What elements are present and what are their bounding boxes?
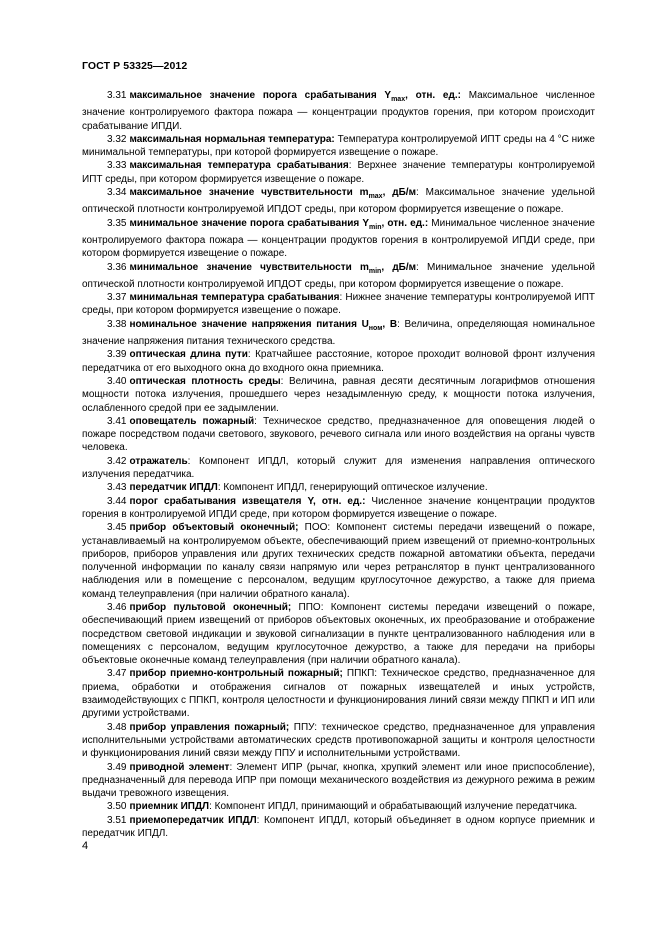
- definition-text: : Компонент ИПДЛ, генерирующий оптическое излучение.: [217, 482, 488, 494]
- definition-item: [82, 217, 595, 261]
- definition-term: оповещатель пожарный: [129, 415, 255, 427]
- definition-text: ППО: Компонент системы передачи извещений о пожаре, обеспечивающий прием извещений от приборов объектовых оконечных, их преобразование и отображение посредством световой индикации и звуковой сигнализации в пункте централизованного наблюдения или в помещениях с персоналом, ведущим круглосуточное дежурство, а также для передачи на приборы объектовые оконечные команд телеуправления (при наличии обратного канала).: [82, 601, 595, 667]
- definition-text: : Максимальное значение удельной оптической плотности контролируемой ИПДОТ среды, при котором формируется извещение о пожаре.: [82, 187, 595, 216]
- definition-item: [82, 800, 595, 813]
- definition-text: : Верхнее значение температуры контролируемой ИПТ среды, при котором формируется извещение о пожаре.: [82, 160, 595, 185]
- definition-term: прибор объектовый оконечный;: [129, 522, 299, 534]
- definition-item: [82, 521, 595, 601]
- definition-number: 3.32: [107, 133, 127, 145]
- definition-text: : Компонент ИПДЛ, принимающий и обрабатывающий излучение передатчика.: [209, 801, 578, 813]
- definition-term: максимальное значение порога срабатывания $Y_{max}$, отн. ед.:: [129, 90, 461, 103]
- definition-item: [82, 601, 595, 667]
- definition-number: 3.41: [107, 415, 127, 427]
- definition-term: оптическая длина пути: [129, 349, 248, 361]
- definition-text: : Элемент ИПР (рычаг, кнопка, хрупкий элемент или иное приспособление), предназначенный для перевода ИПР при помощи механического воздействия из дежурного режима в режим выдачи тревожного извещения.: [82, 761, 595, 800]
- definition-number: 3.42: [107, 455, 127, 467]
- definition-text: : Величина, определяющая номинальное значение напряжения питания технического средства.: [82, 318, 596, 348]
- definition-term: минимальная температура срабатывания: [129, 292, 340, 304]
- definition-text: : Кратчайшее расстояние, которое проходит волновой фронт излучения передатчика от его выходного окна до входного окна приемника.: [82, 349, 596, 374]
- definition-number: 3.49: [107, 761, 127, 773]
- definition-term: прибор приемно-контрольный пожарный;: [129, 668, 343, 680]
- definition-text: Минимальное численное значение контролируемого фактора пожара — концентрации продуктов горения в контролируемой ИПДИ среде, при котором формируется извещение о пожаре.: [82, 217, 595, 260]
- definition-term: максимальная температура срабатывания: [129, 160, 349, 172]
- definition-term: отражатель: [129, 455, 188, 467]
- definition-text: ППУ: техническое средство, предназначенное для управления исполнительными устройствами автоматических средств противопожарной защиты и контроля целостности и функционирования линий связи между ППУ и исполнительными устройствами.: [82, 721, 595, 760]
- definition-text: Максимальное численное значение контролируемого фактора пожара — концентрации продуктов горения, при котором происходит срабатывание ИПДИ.: [82, 90, 595, 132]
- page-number: 4: [82, 840, 89, 852]
- term-subscript: min: [368, 267, 382, 275]
- definition-term: максимальная нормальная температура:: [129, 133, 335, 145]
- definition-text: : Минимальное значение удельной оптической плотности контролируемой ИПДОТ среды, при котором формируется извещение о пожаре.: [82, 261, 595, 290]
- definition-term: приемопередатчик ИПДЛ: [129, 814, 257, 826]
- definition-item: [82, 481, 595, 494]
- definition-text: ПОО: Компонент системы передачи извещений о пожаре, устанавливаемый на контролируемом объекте, обеспечивающий прием извещений от приемно-контрольных приборов, приборов управления или других технических средств пожарной автоматики объекта, передачи полученной информации по каналу связи напрямую или через ретранслятор в пункт централизованного наблюдения или в помещение с персоналом, ведущим круглосуточное дежурство, а также для приема команд телеуправления (при наличии обратного канала).: [82, 522, 595, 600]
- definition-term: минимальное значение порога срабатывания $Y_{min}$, отн. ед.:: [129, 217, 429, 231]
- definition-number: 3.31: [107, 90, 127, 101]
- definition-number: 3.39: [107, 349, 127, 361]
- definition-text: : Компонент ИПДЛ, который объединяет в одном корпусе приемник и передатчик ИПДЛ.: [82, 814, 595, 840]
- definition-number: 3.37: [107, 292, 127, 304]
- definition-item: [82, 761, 595, 801]
- definition-number: 3.38: [107, 318, 127, 330]
- definition-number: 3.36: [107, 261, 127, 273]
- definition-text: ППКП: Техническое средство, предназначенное для приема, обработки и отображения сигналов от пожарных извещателей и иных устройств, взаимодействующих с ППКП, контроля целостности и функционирования линий связи между ППКП и ИП или другими устройствами.: [82, 668, 595, 720]
- definition-number: 3.44: [107, 495, 127, 507]
- definition-number: 3.40: [107, 375, 127, 387]
- definition-number: 3.48: [107, 721, 127, 733]
- definition-item: [82, 415, 595, 455]
- definition-item: [82, 375, 595, 415]
- definition-number: 3.46: [107, 601, 127, 613]
- standard-header: ГОСТ Р 53325—2012: [82, 60, 188, 72]
- definition-number: 3.47: [107, 668, 127, 680]
- definition-text: : Величина, равная десяти десятичным логарифмов отношения мощности потока излучения, прошедшего через незадымленную среду, к мощности потока излучения, ослабленного средой при ее задымлении.: [82, 375, 595, 414]
- definition-term: приводной элемент: [129, 761, 230, 773]
- term-subscript: ном: [368, 324, 383, 332]
- definition-term: прибор пультовой оконечный;: [129, 601, 292, 613]
- definition-term: минимальное значение чувствительности $m_{min}$, дБ/м: [129, 261, 417, 275]
- definition-item: [82, 133, 595, 160]
- term-subscript: max: [391, 96, 406, 103]
- definition-item: [82, 814, 595, 841]
- definition-item: [82, 186, 595, 217]
- definition-term: приемник ИПДЛ: [129, 801, 210, 813]
- definition-item: [82, 348, 595, 375]
- definitions-list: [82, 89, 595, 840]
- definition-text: Численное значение концентрации продуктов горения в контролируемой ИПДИ среде, при котором формируется извещение о пожаре.: [82, 495, 595, 520]
- definition-number: 3.50: [107, 801, 127, 813]
- definition-term: передатчик ИПДЛ: [129, 482, 218, 494]
- definition-item: [82, 495, 595, 522]
- term-subscript: max: [368, 193, 383, 201]
- definition-term: максимальное значение чувствительности $m_{max}$, дБ/м: [129, 187, 416, 201]
- definition-item: [82, 89, 595, 133]
- definition-number: 3.51: [107, 814, 127, 826]
- definition-item: [82, 318, 595, 349]
- definition-item: [82, 291, 595, 318]
- definition-item: [82, 455, 595, 482]
- definition-term: номинальное значение напряжения питания $U_{ном}$, В: [129, 318, 398, 332]
- definition-item: [82, 667, 595, 720]
- definition-number: 3.35: [107, 217, 127, 229]
- definition-text: : Нижнее значение температуры контролируемой ИПТ среды, при котором формируется извещение о пожаре.: [82, 292, 595, 317]
- definition-number: 3.45: [107, 522, 127, 534]
- definition-item: [82, 721, 595, 761]
- definition-text: : Компонент ИПДЛ, который служит для изменения направления оптического излучения передатчика.: [82, 455, 595, 481]
- definition-item: [82, 159, 595, 186]
- definition-item: [82, 261, 595, 292]
- definition-number: 3.33: [107, 160, 127, 172]
- definition-number: 3.43: [107, 482, 127, 494]
- definition-term: порог срабатывания извещателя Y, отн. ед.:: [129, 495, 366, 507]
- definition-text: : Техническое средство, предназначенное для оповещения людей о пожаре посредством подачи светового, звукового, речевого сигнала или иного воздействия на органы чувств человека.: [82, 415, 595, 454]
- definition-text: Температура контролируемой ИПТ среды на 4 °С ниже минимальной температуры, при которой формируется извещение о пожаре.: [82, 133, 595, 159]
- definition-term: оптическая плотность среды: [129, 375, 281, 387]
- definition-term: прибор управления пожарный;: [129, 721, 290, 733]
- term-subscript: min: [369, 223, 382, 231]
- definition-number: 3.34: [107, 187, 127, 199]
